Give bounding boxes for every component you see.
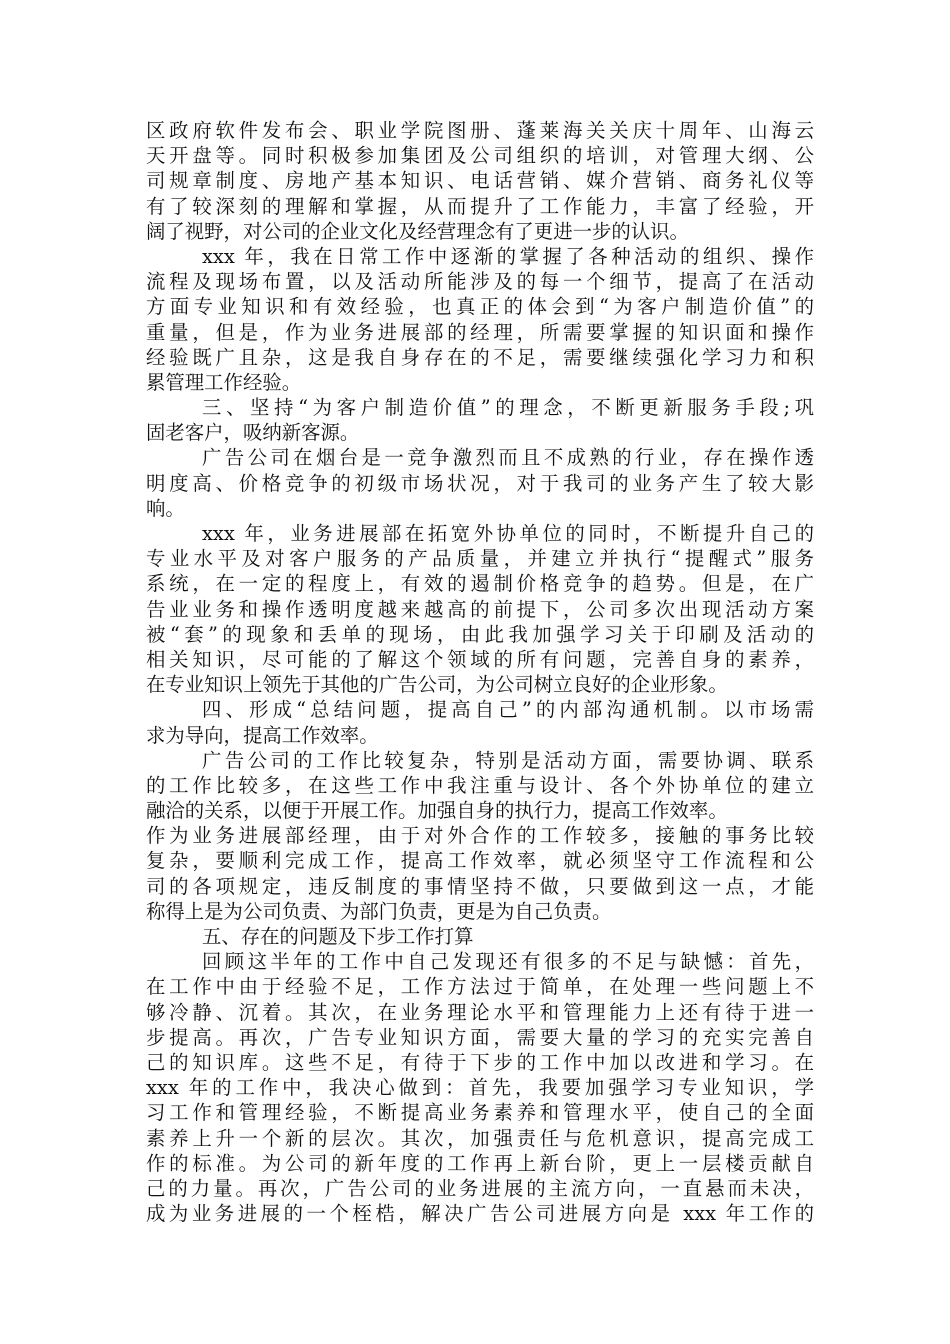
text-line: 作为业务进展部经理，由于对外合作的工作较多，接触的事务比较 — [146, 824, 814, 848]
text-line: 专业水平及对客户服务的产品质量，并建立并执行“提醒式”服务 — [146, 547, 814, 571]
text-line: 阔了视野，对公司的企业文化及经营理念有了更进一步的认识。 — [146, 219, 689, 243]
text-line: 素养上升一个新的层次。其次，加强责任与危机意识，提高完成工 — [146, 1126, 814, 1150]
text-line: 经验既广且杂，这是我自身存在的不足，需要继续强化学习力和积 — [146, 345, 814, 369]
text-line: 区政府软件发布会、职业学院图册、蓬莱海关关庆十周年、山海云 — [146, 119, 814, 142]
text-line: 步提高。再次，广告专业知识方面，需要大量的学习的充实完善自 — [146, 1025, 814, 1049]
text-line: 己的力量。再次，广告公司的业务进展的主流方向，一直悬而未决， — [146, 1176, 814, 1200]
text-line: 成为业务进展的一个桎梏，解决广告公司进展方向是 xxx 年工作的 — [146, 1202, 814, 1226]
text-line: 明度高、价格竞争的初级市场状况，对于我司的业务产生了较大影 — [146, 471, 814, 495]
text-line: 累管理工作经验。 — [146, 370, 302, 394]
text-line: 告业业务和操作透明度越来越高的前提下，公司多次出现活动方案 — [146, 597, 814, 621]
text-line: 的工作比较多，在这些工作中我注重与设计、各个外协单位的建立 — [146, 773, 814, 797]
section-heading-continued: 求为导向，提高工作效率。 — [146, 723, 379, 747]
text-line: 够冷静、沉着。其次，在业务理论水平和管理能力上还有待于进一 — [146, 1000, 814, 1024]
text-line: 习工作和管理经验，不断提高业务素养和管理水平，使自己的全面 — [146, 1101, 814, 1125]
section-heading-continued: 固老客户，吸纳新客源。 — [146, 421, 360, 445]
text-line: 系统，在一定的程度上，有效的遏制价格竞争的趋势。但是，在广 — [146, 572, 814, 596]
paragraph-first-line: 广告公司在烟台是一竞争激烈而且不成熟的行业，存在操作透 — [202, 446, 814, 470]
text-line: 复杂，要顺利完成工作，提高工作效率，就必须坚守工作流程和公 — [146, 849, 814, 873]
text-line: 响。 — [146, 496, 185, 520]
paragraph-first-line: xxx 年，业务进展部在拓宽外协单位的同时，不断提升自己的 — [202, 522, 814, 545]
text-line: xxx 年的工作中，我决心做到：首先，我要加强学习专业知识，学 — [146, 1076, 814, 1100]
paragraph-first-line: 回顾这半年的工作中自己发现还有很多的不足与缺憾：首先， — [202, 950, 814, 974]
section-heading: 五、存在的问题及下步工作打算 — [202, 925, 474, 948]
text-line: 融洽的关系，以便于开展工作。加强自身的执行力，提高工作效率。 — [146, 799, 728, 823]
text-line: 方面专业知识和有效经验，也真正的体会到“为客户制造价值”的 — [146, 295, 814, 319]
text-line: 司规章制度、房地产基本知识、电话营销、媒介营销、商务礼仪等 — [146, 169, 814, 193]
text-line: 己的知识库。这些不足，有待于下步的工作中加以改进和学习。在 — [146, 1050, 814, 1074]
paragraph-first-line: xxx 年，我在日常工作中逐渐的掌握了各种活动的组织、操作 — [202, 244, 814, 268]
text-line: 天开盘等。同时积极参加集团及公司组织的培训，对管理大纲、公 — [146, 144, 814, 168]
text-line: 重量，但是，作为业务进展部的经理，所需要掌握的知识面和操作 — [146, 320, 814, 344]
section-heading: 四、形成“总结问题，提高自己”的内部沟通机制。以市场需 — [202, 698, 814, 722]
text-line: 称得上是为公司负责、为部门负责，更是为自己负责。 — [146, 899, 612, 923]
section-heading: 三、坚持“为客户制造价值”的理念，不断更新服务手段;巩 — [202, 396, 814, 420]
text-line: 流程及现场布置，以及活动所能涉及的每一个细节，提高了在活动 — [146, 270, 814, 294]
text-line: 在专业知识上领先于其他的广告公司，为公司树立良好的企业形象。 — [146, 673, 728, 697]
text-line: 有了较深刻的理解和掌握，从而提升了工作能力，丰富了经验，开 — [146, 194, 814, 218]
document-body — [146, 118, 814, 1226]
text-line: 作的标准。为公司的新年度的工作再上新台阶，更上一层楼贡献自 — [146, 1151, 814, 1175]
paragraph-first-line: 广告公司的工作比较复杂，特别是活动方面，需要协调、联系 — [202, 748, 814, 772]
text-line: 相关知识，尽可能的了解这个领域的所有问题，完善自身的素养， — [146, 647, 814, 671]
text-line: 在工作中由于经验不足，工作方法过于简单，在处理一些问题上不 — [146, 975, 814, 999]
text-line: 司的各项规定，违反制度的事情坚持不做，只要做到这一点，才能 — [146, 874, 814, 898]
text-line: 被“套”的现象和丢单的现场，由此我加强学习关于印刷及活动的 — [146, 622, 814, 646]
